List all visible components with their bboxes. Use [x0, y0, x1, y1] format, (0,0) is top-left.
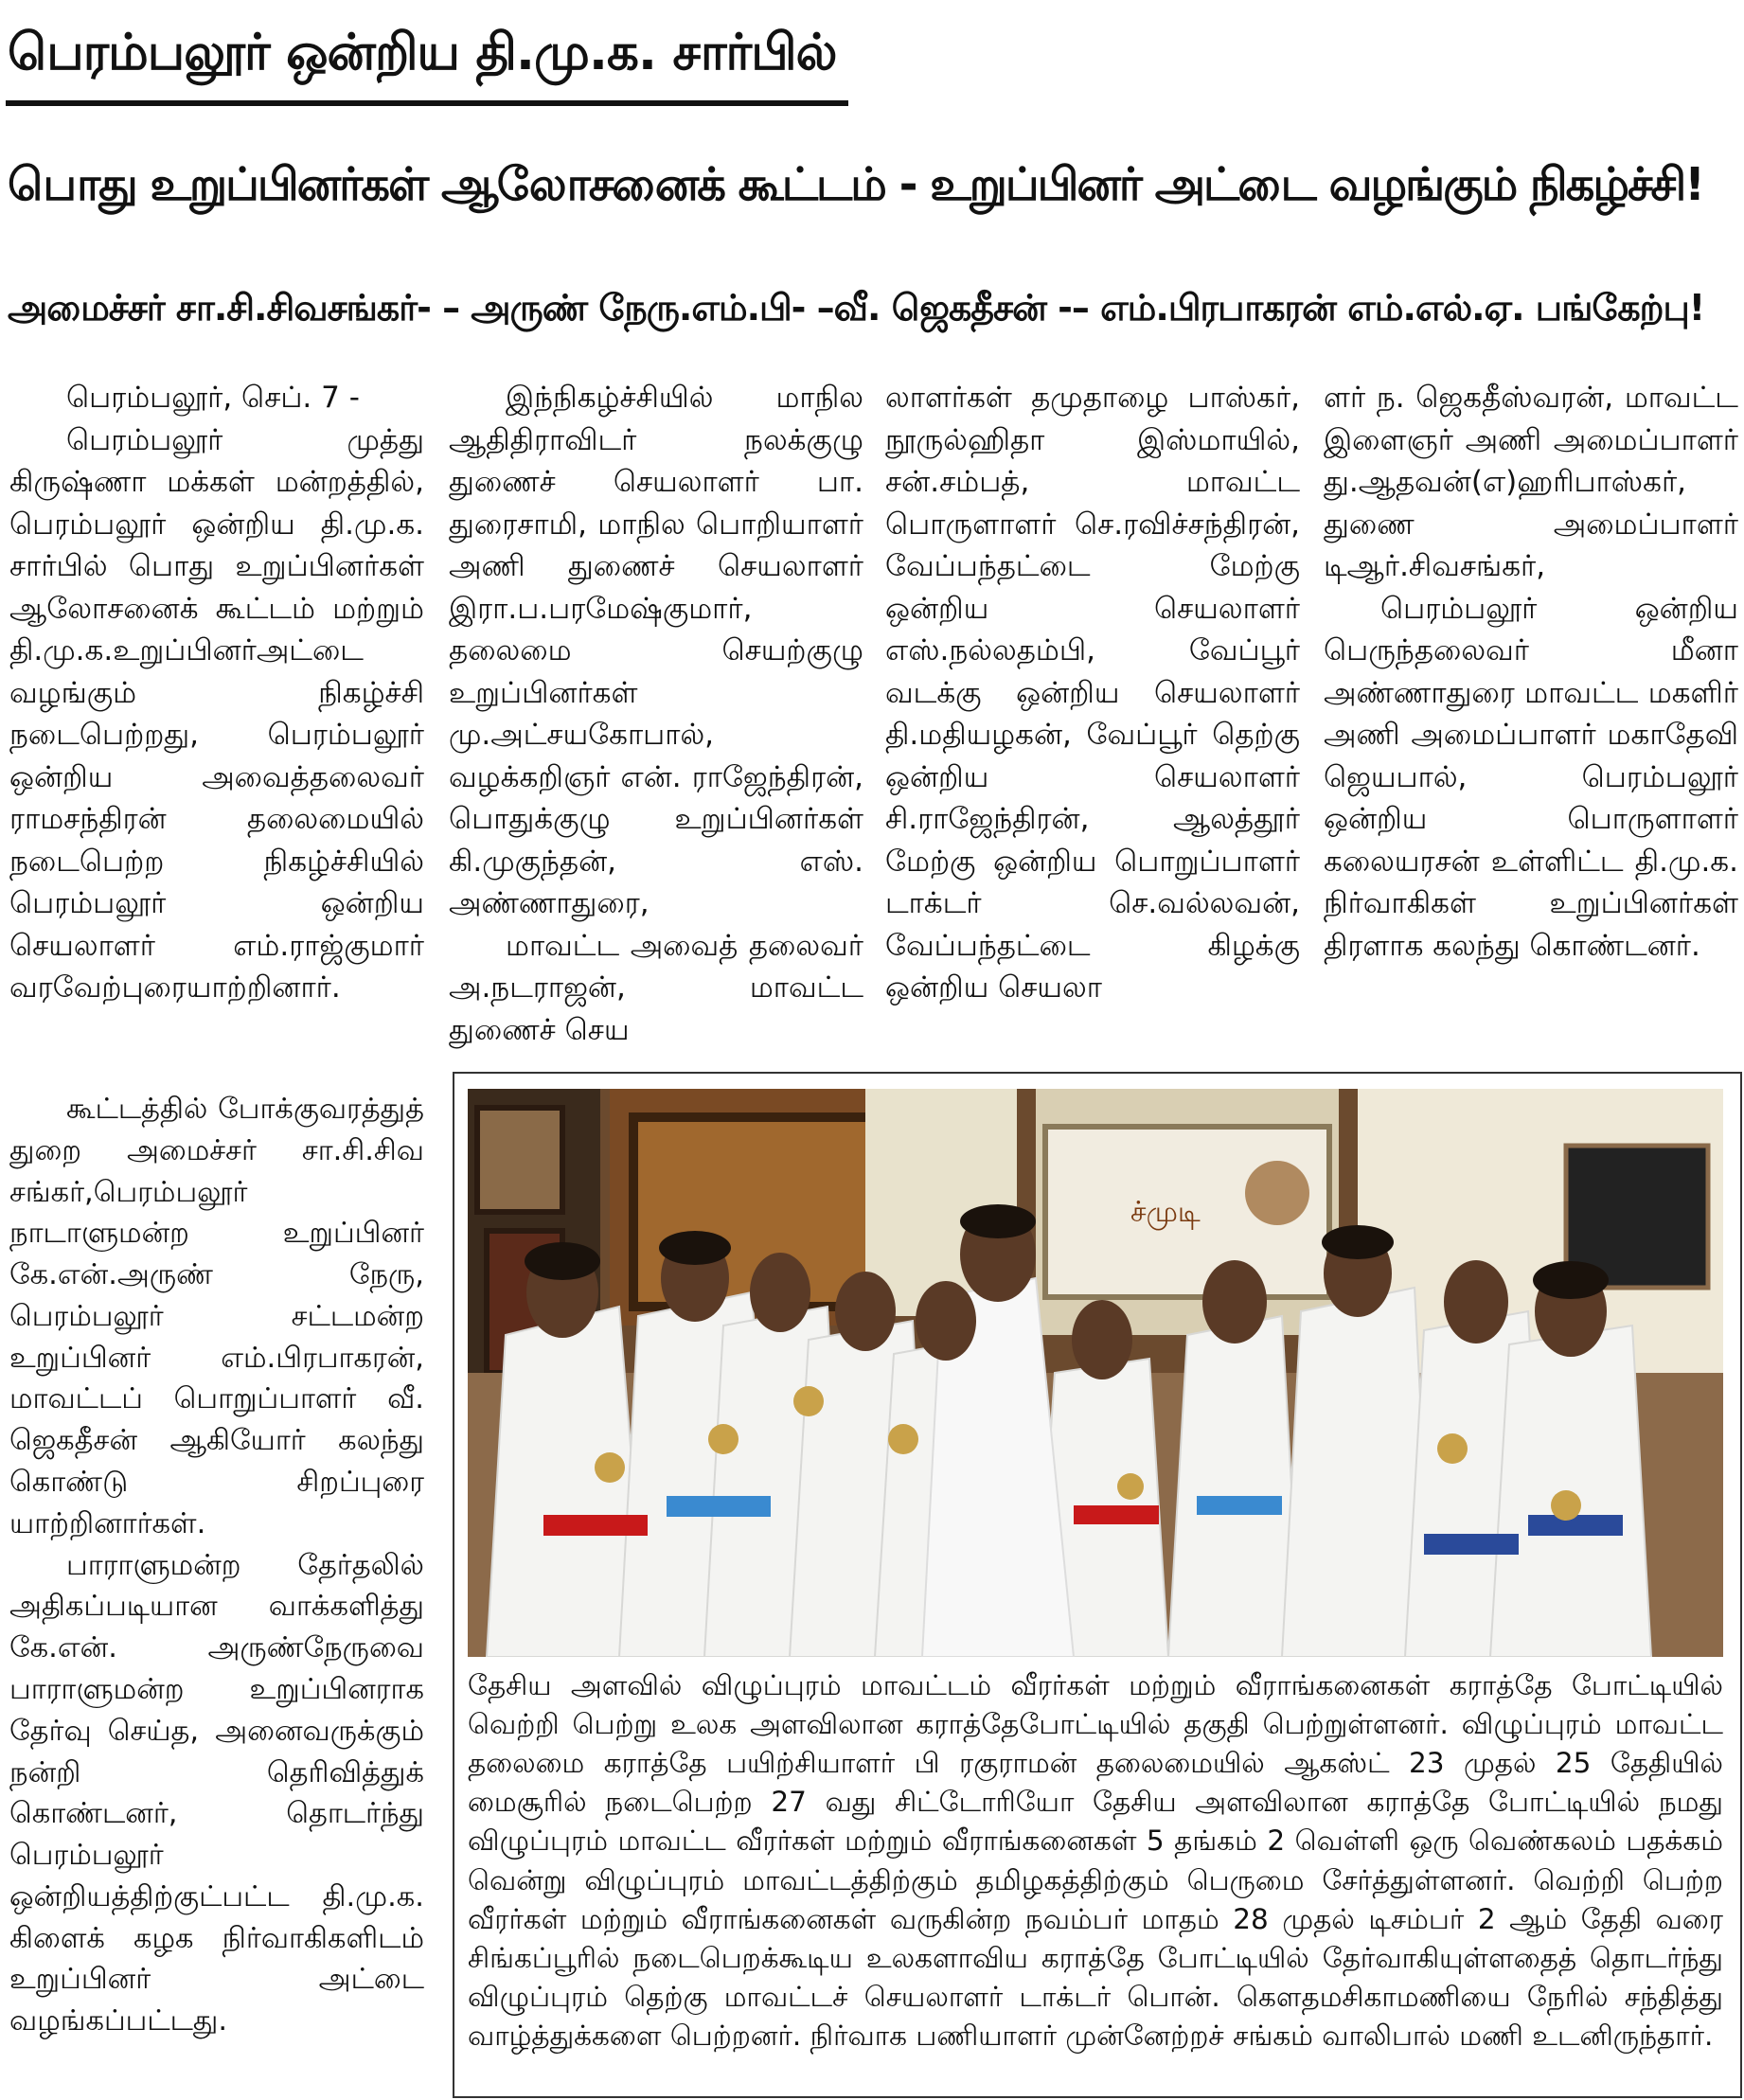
paragraph: லாளர்கள் தமுதாழை பாஸ்கர், நூருல்ஹிதா இஸ்மாயில், சன்.சம்பத், மாவட்ட பொருளாளர் செ.ரவிச்சந்திரன், வேப்பந்தட்டை மேற்கு ஒன்றிய செயலாளர் எஸ்.நல்லதம்பி, வேப்பூர் வடக்கு ஒன்றிய செயலாளர் தி.மதியழகன், வேப்பூர் தெற்கு ஒன்றிய செயலாளர் சி.ராஜேந்திரன், ஆலத்தூர் மேற்கு ஒன்றிய பொறுப்பாளர் டாக்டர் செ.வல்லவன், வேப்பந்தட்டை கிழக்கு ஒன்றிய செயலா: [885, 381, 1300, 1005]
subheadline: அமைச்சர் சா.சி.சிவசங்கர்- – அருண் நேரு.எம்.பி- –வீ. ஜெகதீசன் -– எம்.பிரபாகரன் எம்.எல்.ஏ. பங்கேற்பு!: [8, 287, 1705, 329]
article-column-1: [9, 377, 424, 1009]
paragraph: இந்நிகழ்ச்சியில் மாநில ஆதிதிராவிடர் நலக்குழு துணைச் செயலாளர் பா. துரைசாமி, மாநில பொறியாளர் அணி துணைச் செயலாளர் இரா.ப.பரமேஷ்குமார், தலைமை செயற்குழு உறுப்பினர்கள் மு.அட்சயகோபால், வழக்கறிஞர் என். ராஜேந்திரன், பொதுக்குழு உறுப்பினர்கள் கி.முகுந்தன், எஸ். அண்ணாதுரை,: [449, 381, 863, 920]
kicker-title: பெரம்பலூர் ஒன்றிய தி.மு.க. சார்பில்: [8, 24, 837, 81]
paragraph: பெரம்பலூர் முத்து கிருஷ்ணா மக்கள் மன்றத்தில், பெரம்பலூர் ஒன்றிய தி.மு.க. சார்பில் பொது உறுப்பினர்கள் ஆலோசனைக் கூட்டம் மற்றும் தி.மு.க.உறுப்பினர்அட்டை வழங்கும் நிகழ்ச்சி நடைபெற்றது, பெரம்பலூர் ஒன்றிய அவைத்தலைவர் ராமசந்திரன் தலைமையில் நடைபெற்ற நிகழ்ச்சியில் பெரம்பலூர் ஒன்றிய செயலாளர் எம்.ராஜ்குமார் வரவேற்புரையாற்றினார்.: [9, 422, 424, 1005]
headline: பொது உறுப்பினர்கள் ஆலோசனைக் கூட்டம் - உறுப்பினர் அட்டை வழங்கும் நிகழ்ச்சி!: [8, 158, 1704, 211]
article-column-1-lower: [9, 1089, 424, 2042]
kicker-underline: [6, 100, 848, 106]
paragraph: கூட்டத்தில் போக்குவரத்துத் துறை அமைச்சர் சா.சி.சிவ சங்கர்,பெரம்பலூர் நாடாளுமன்ற உறுப்பினர் கே.என்.அருண் நேரு, பெரம்பலூர் சட்டமன்ற உறுப்பினர் எம்.பிரபாகரன், மாவட்டப் பொறுப்பாளர் வீ. ஜெகதீசன் ஆகியோர் கலந்து கொண்டு சிறப்புரை யாற்றினார்கள்.: [9, 1093, 424, 1540]
article-column-4: [1324, 377, 1738, 967]
paragraph: ளர் ந. ஜெகதீஸ்வரன், மாவட்ட இளைஞர் அணி அமைப்பாளர் து.ஆதவன்(எ)ஹரிபாஸ்கர், துணை அமைப்பாளர் டிஆர்.சிவசங்கர்,: [1324, 381, 1738, 583]
dateline: பெரம்பலூர், செப். 7 -: [66, 381, 360, 415]
paragraph: மாவட்ட அவைத் தலைவர் அ.நடராஜன், மாவட்ட துணைச் செய: [449, 928, 863, 1047]
paragraph: பாராளுமன்ற தேர்தலில் அதிகப்படியான வாக்களித்து கே.என். அருண்நேருவை பாராளுமன்ற உறுப்பினராக தேர்வு செய்த, அனைவருக்கும் நன்றி தெரிவித்துக் கொண்டனர், தொடர்ந்து பெரம்பலூர் ஒன்றியத்திற்குட்பட்ட தி.மு.க. கிளைக் கழக நிர்வாகிகளிடம் உறுப்பினர் அட்டை வழங்கப்பட்டது.: [9, 1548, 424, 2038]
karate-team-photo: [468, 1089, 1723, 1657]
article-column-3: [885, 377, 1300, 1009]
photo-caption: தேசிய அளவில் விழுப்புரம் மாவட்டம் வீரர்கள் மற்றும் வீராங்கனைகள் கராத்தே போட்டியில் வெற்றி பெற்று உலக அளவிலான கராத்தேபோட்டியில் தகுதி பெற்றுள்ளனர். விழுப்புரம் மாவட்ட தலைமை கராத்தே பயிற்சியாளர் பி ரகுராமன் தலைமையில் ஆகஸ்ட் 23 முதல் 25 தேதியில் மைசூரில் நடைபெற்ற 27 வது சிட்டோரியோ தேசிய அளவிலான கராத்தே போட்டியில் நமது விழுப்புரம் மாவட்ட வீரர்கள் மற்றும் வீராங்கனைகள் 5 தங்கம் 2 வெள்ளி ஒரு வெண்கலம் பதக்கம் வென்று விழுப்புரம் மாவட்டத்திற்கும் தமிழகத்திற்கும் பெருமை சேர்த்துள்ளனர். வெற்றி பெற்ற வீரர்கள் மற்றும் வீராங்கனைகள் வருகின்ற நவம்பர் மாதம் 28 முதல் டிசம்பர் 2 ஆம் தேதி வரை சிங்கப்பூரில் நடைபெறக்கூடிய உலகளாவிய கராத்தே போட்டியில் தேர்வாகியுள்ளதைத் தொடர்ந்து விழுப்புரம் தெற்கு மாவட்டச் செயலாளர் டாக்டர் பொன். கௌதமசிகாமணியை நேரில் சந்தித்து வாழ்த்துக்களை பெற்றனர். நிர்வாக பணியாளர் முன்னேற்றச் சங்கம் வாலிபால் மணி உடனிருந்தார்.: [468, 1669, 1723, 2052]
paragraph: பெரம்பலூர் ஒன்றிய பெருந்தலைவர் மீனா அண்ணாதுரை மாவட்ட மகளிர் அணி அமைப்பாளர் மகாதேவி ஜெயபால், பெரம்பலூர் ஒன்றிய பொருளாளர் கலையரசன் உள்ளிட்ட தி.மு.க. நிர்வாகிகள் உறுப்பினர்கள் திரளாக கலந்து கொண்டனர்.: [1324, 591, 1738, 963]
banner-text: ச்முடி: [1130, 1196, 1201, 1229]
article-column-2: [449, 377, 863, 1051]
